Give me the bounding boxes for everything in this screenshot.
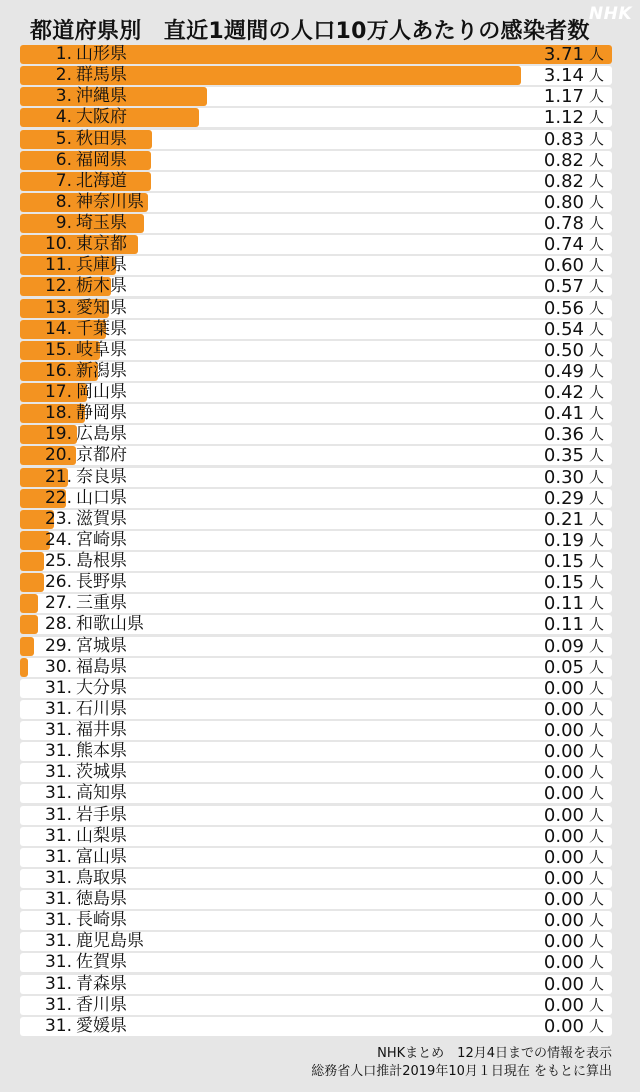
unit-label: 人 [588,678,604,697]
row-label [20,637,127,656]
value-label: 0.41 [543,403,584,425]
value-label: 0.00 [543,867,584,889]
unit-label: 人 [588,150,604,169]
unit-label: 人 [588,805,604,824]
chart-row [20,425,612,444]
footnote-source: NHKまとめ 12月4日までの情報を表示 [377,1046,612,1061]
chart-row [20,214,612,233]
prefecture-label: 石川県 [76,698,127,719]
chart-row [20,235,612,254]
row-label [20,615,144,634]
value-label: 0.50 [543,339,584,361]
prefecture-label: 青森県 [76,973,127,994]
unit-label: 人 [588,953,604,972]
prefecture-label: 和歌山県 [76,614,144,635]
rank-label: 31. [44,889,72,909]
row-label [20,87,127,106]
chart-row [20,637,612,656]
rank-label: 11. [44,255,72,276]
row-label [20,911,127,930]
value-label: 0.00 [543,1015,584,1037]
chart-row [20,87,612,106]
prefecture-label: 静岡県 [76,403,127,424]
value-label: 0.09 [543,635,584,657]
unit-label: 人 [588,509,604,528]
unit-label: 人 [588,214,604,232]
unit-label: 人 [588,319,604,338]
unit-label: 人 [588,721,604,739]
unit-label: 人 [588,383,604,401]
chart-row [20,45,612,64]
value-label: 1.17 [543,86,584,108]
value-label: 0.00 [543,910,584,932]
prefecture-label: 富山県 [76,846,127,867]
prefecture-label: 茨城県 [76,762,127,783]
value-label: 0.00 [543,804,584,826]
unit-label: 人 [588,446,604,465]
rank-label: 17. [44,382,72,402]
row-label [20,594,127,613]
unit-label: 人 [588,995,604,1014]
value-label: 0.21 [543,508,584,530]
value-label: 0.00 [543,720,584,741]
value-label: 0.00 [543,762,584,784]
value-label: 0.00 [543,931,584,953]
prefecture-label: 群馬県 [76,65,127,86]
rank-label: 7. [55,170,72,191]
chart-row [20,679,612,698]
rank-label: 24. [44,529,72,550]
value-label: 0.15 [543,572,584,594]
value-label: 0.57 [543,276,584,298]
chart-row [20,341,612,360]
rank-label: 31. [44,867,72,888]
unit-label: 人 [588,784,604,803]
unit-label: 人 [588,552,604,570]
unit-label: 人 [588,87,604,106]
rank-label: 23. [44,508,72,529]
row-label [20,573,127,592]
value-label: 0.00 [543,677,584,699]
unit-label: 人 [588,636,604,655]
row-label [20,446,127,465]
unit-label: 人 [588,573,604,592]
unit-label: 人 [588,847,604,866]
row-label [20,784,127,803]
row-label [20,66,127,85]
chart-row [20,742,612,761]
prefecture-label: 岡山県 [76,382,127,402]
row-label [20,1017,127,1036]
row-label [20,362,127,381]
prefecture-label: 千葉県 [76,318,127,339]
value-label: 0.00 [543,698,584,720]
prefecture-label: 愛知県 [76,297,127,318]
row-label [20,404,127,423]
chart-row [20,256,612,275]
chart-row [20,108,612,127]
value-label: 0.05 [543,656,584,678]
value-label: 0.29 [543,487,584,509]
footnote-population: 総務省人口推計2019年10月１日現在 をもとに算出 [311,1064,612,1079]
unit-label: 人 [588,277,604,296]
chart-row [20,531,612,550]
prefecture-label: 広島県 [76,424,127,445]
prefecture-label: 長野県 [76,572,127,593]
prefecture-label: 香川県 [76,994,127,1015]
unit-label: 人 [588,932,604,951]
unit-label: 人 [588,425,604,444]
prefecture-label: 山口県 [76,487,127,508]
row-label [20,320,127,339]
unit-label: 人 [588,192,604,211]
prefecture-label: 山梨県 [76,825,127,846]
prefecture-label: 東京都 [76,234,127,255]
chart-row [20,489,612,508]
row-label [20,700,127,719]
unit-label: 人 [588,108,604,127]
unit-label: 人 [588,974,604,993]
chart-row [20,615,612,634]
rank-label: 31. [44,952,72,973]
unit-label: 人 [588,699,604,718]
rank-label: 31. [44,698,72,719]
chart-row [20,869,612,888]
rank-label: 28. [44,614,72,635]
rank-label: 12. [44,276,72,297]
chart-row [20,468,612,487]
unit-label: 人 [588,171,604,190]
value-label: 0.00 [543,846,584,868]
value-label: 0.00 [543,825,584,847]
row-label [20,172,127,191]
rank-label: 27. [44,593,72,614]
chart-row [20,1017,612,1036]
unit-label: 人 [588,361,604,380]
prefecture-label: 福井県 [76,720,127,740]
value-label: 0.56 [543,297,584,319]
chart-title: 都道府県別 直近1週間の人口10万人あたりの感染者数 [30,19,590,44]
row-label [20,108,127,127]
chart-row [20,404,612,423]
rank-label: 31. [44,720,72,740]
row-label [20,235,127,254]
chart-row [20,172,612,191]
row-label [20,932,144,951]
chart-row [20,996,612,1015]
rank-label: 31. [44,994,72,1015]
prefecture-label: 鳥取県 [76,867,127,888]
rank-label: 31. [44,741,72,762]
unit-label: 人 [588,615,604,634]
unit-label: 人 [588,404,604,423]
unit-label: 人 [588,742,604,761]
rank-label: 31. [44,825,72,846]
rank-label: 3. [55,86,72,107]
unit-label: 人 [588,66,604,85]
value-label: 0.36 [543,424,584,446]
unit-label: 人 [588,657,604,676]
rank-label: 14. [44,318,72,339]
chart-row [20,806,612,825]
chart-row [20,848,612,867]
chart-row [20,658,612,677]
prefecture-label: 埼玉県 [76,213,127,233]
prefecture-label: 福島県 [76,656,127,677]
prefecture-label: 滋賀県 [76,508,127,529]
chart-row [20,446,612,465]
value-label: 0.11 [543,614,584,636]
prefecture-label: 熊本県 [76,741,127,762]
row-label [20,531,127,550]
rank-label: 20. [44,445,72,466]
value-label: 0.11 [543,593,584,615]
chart-row [20,827,612,846]
row-label [20,214,127,233]
unit-label: 人 [588,1016,604,1035]
chart-row [20,277,612,296]
rank-label: 29. [44,635,72,656]
prefecture-label: 徳島県 [76,889,127,909]
row-label [20,193,144,212]
chart-row [20,383,612,402]
row-label [20,975,127,994]
prefecture-label: 沖縄県 [76,86,127,107]
rank-label: 30. [44,656,72,677]
row-label [20,721,127,740]
row-label [20,130,127,149]
value-label: 0.74 [543,234,584,256]
prefecture-label: 福岡県 [76,149,127,170]
nhk-logo: NHK [588,4,632,24]
chart-row [20,573,612,592]
value-label: 0.82 [543,149,584,171]
unit-label: 人 [588,256,604,275]
unit-label: 人 [588,826,604,845]
unit-label: 人 [588,340,604,359]
unit-label: 人 [588,129,604,148]
chart-row [20,784,612,803]
unit-label: 人 [588,890,604,908]
row-label [20,953,127,972]
prefecture-label: 島根県 [76,551,127,571]
rank-label: 10. [44,234,72,255]
bar-chart [20,45,612,1038]
value-label: 1.12 [543,107,584,129]
rank-label: 16. [44,360,72,381]
prefecture-label: 長崎県 [76,910,127,931]
rank-label: 6. [55,149,72,170]
rank-label: 31. [44,931,72,952]
prefecture-label: 神奈川県 [76,191,144,212]
value-label: 3.14 [543,65,584,87]
chart-row [20,362,612,381]
prefecture-label: 兵庫県 [76,255,127,276]
chart-row [20,193,612,212]
row-label [20,256,127,275]
chart-row [20,66,612,85]
row-label [20,489,127,508]
value-label: 0.00 [543,783,584,805]
value-label: 0.54 [543,318,584,340]
row-label [20,299,127,318]
rank-label: 18. [44,403,72,424]
row-label [20,763,127,782]
row-label [20,996,127,1015]
rank-label: 13. [44,297,72,318]
unit-label: 人 [588,911,604,930]
row-label [20,552,127,571]
chart-row [20,700,612,719]
value-label: 0.80 [543,191,584,213]
chart-row [20,975,612,994]
chart-row [20,151,612,170]
value-label: 0.19 [543,529,584,551]
value-label: 0.30 [543,466,584,488]
value-label: 0.15 [543,551,584,572]
chart-row [20,320,612,339]
rank-label: 5. [55,128,72,149]
row-label [20,890,127,909]
row-label [20,679,127,698]
prefecture-label: 岐阜県 [76,339,127,360]
row-label [20,45,127,64]
unit-label: 人 [588,530,604,549]
prefecture-label: 大阪府 [76,107,127,128]
row-label [20,510,127,529]
chart-row [20,594,612,613]
value-label: 0.49 [543,360,584,382]
value-label: 0.00 [543,952,584,974]
chart-row [20,911,612,930]
chart-row [20,953,612,972]
value-label: 0.78 [543,213,584,234]
rank-label: 22. [44,487,72,508]
prefecture-label: 宮崎県 [76,529,127,550]
row-label [20,425,127,444]
prefecture-label: 大分県 [76,677,127,698]
rank-label: 31. [44,783,72,804]
row-label [20,383,127,402]
rank-label: 15. [44,339,72,360]
prefecture-label: 岩手県 [76,804,127,825]
rank-label: 9. [55,213,72,233]
chart-row [20,763,612,782]
value-label: 0.35 [543,445,584,467]
chart-row [20,721,612,740]
value-label: 0.00 [543,741,584,763]
rank-label: 31. [44,804,72,825]
chart-row [20,510,612,529]
chart-row [20,299,612,318]
row-label [20,806,127,825]
prefecture-label: 愛媛県 [76,1015,127,1036]
prefecture-label: 山形県 [76,44,127,64]
rank-label: 31. [44,973,72,994]
row-label [20,341,127,360]
row-label [20,848,127,867]
chart-row [20,890,612,909]
prefecture-label: 秋田県 [76,128,127,149]
rank-label: 2. [55,65,72,86]
prefecture-label: 高知県 [76,783,127,804]
rank-label: 26. [44,572,72,593]
value-label: 0.42 [543,382,584,403]
value-label: 0.82 [543,170,584,192]
unit-label: 人 [588,298,604,317]
prefecture-label: 佐賀県 [76,952,127,973]
rank-label: 31. [44,846,72,867]
rank-label: 31. [44,1015,72,1036]
value-label: 3.71 [543,44,584,65]
rank-label: 31. [44,762,72,783]
prefecture-label: 京都府 [76,445,127,466]
row-label [20,151,127,170]
prefecture-label: 宮城県 [76,635,127,656]
rank-label: 19. [44,424,72,445]
rank-label: 21. [44,466,72,487]
chart-row [20,130,612,149]
unit-label: 人 [588,763,604,782]
row-label [20,277,127,296]
prefecture-label: 栃木県 [76,276,127,297]
prefecture-label: 鹿児島県 [76,931,144,952]
rank-label: 31. [44,677,72,698]
row-label [20,742,127,761]
value-label: 0.00 [543,994,584,1016]
rank-label: 4. [55,107,72,128]
value-label: 0.00 [543,973,584,995]
row-label [20,827,127,846]
chart-row [20,932,612,951]
unit-label: 人 [588,467,604,486]
prefecture-label: 新潟県 [76,360,127,381]
row-label [20,468,127,487]
row-label [20,869,127,888]
value-label: 0.00 [543,889,584,910]
unit-label: 人 [588,45,604,63]
unit-label: 人 [588,488,604,507]
prefecture-label: 北海道 [76,170,127,191]
unit-label: 人 [588,868,604,887]
prefecture-label: 奈良県 [76,466,127,487]
chart-row [20,552,612,571]
rank-label: 8. [55,191,72,212]
rank-label: 25. [44,551,72,571]
rank-label: 1. [55,44,72,64]
unit-label: 人 [588,594,604,613]
rank-label: 31. [44,910,72,931]
footnotes [311,1045,612,1081]
value-label: 0.60 [543,255,584,277]
value-label: 0.83 [543,128,584,150]
prefecture-label: 三重県 [76,593,127,614]
unit-label: 人 [588,235,604,254]
row-label [20,658,127,677]
